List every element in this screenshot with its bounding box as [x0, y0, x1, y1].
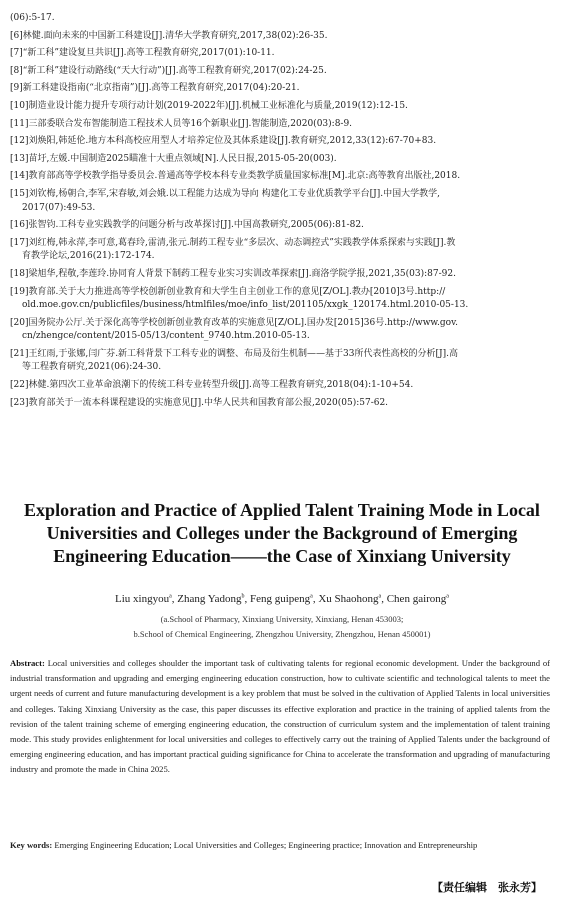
reference-item [10, 188, 550, 215]
reference-continuation: cn/zhengce/content/2015-05/13/content_9740.htm.2010-05-13. [22, 331, 310, 342]
reference-continuation: 育教学论坛,2016(21):172-174. [22, 251, 155, 262]
reference-text: [13]苗圩,左媛.中国制造2025瞄准十大重点领域[N].人民日报,2015-05-20(003). [10, 153, 337, 164]
reference-item [10, 47, 550, 61]
reference-item [10, 65, 550, 79]
reference-item [10, 170, 550, 184]
reference-text: [16]张智钧.工科专业实践教学的问题分析与改革探讨[J].中国高教研究,2005(06):81-82. [10, 220, 364, 231]
reference-item [10, 286, 550, 313]
reference-text: [22]林健.第四次工业革命浪潮下的传统工科专业转型升级[J].高等工程教育研究,2018(04):1-10+54. [10, 380, 414, 391]
reference-text: [17]刘红梅,韩永萍,李可意,葛春玲,雷清,张元.制药工程专业“多层次、动态调控式”实践教学体系探索与实践[J].教 [10, 237, 456, 248]
reference-text: [9]新工科建设指南(“北京指南”)[J].高等工程教育研究,2017(04):20-21. [10, 83, 300, 94]
abstract-label: Abstract: [10, 658, 45, 668]
reference-text: [19]教育部.关于大力推进高等学校创新创业教育和大学生自主创业工作的意见[Z/OL].教办[2010]3号.http:// [10, 286, 446, 297]
reference-text: [18]梁旭华,程敬,李莲玲.协同育人背景下制药工程专业实习实训改革探索[J].商洛学院学报,2021,35(03):87-92. [10, 268, 456, 279]
author [177, 593, 244, 605]
author-name: Feng guipeng [249, 593, 311, 605]
reference-item [10, 237, 550, 264]
reference-text: [14]教育部高等学校教学指导委员会.普通高等学校本科专业类教学质量国家标准[M].北京:高等教育出版社,2018. [10, 171, 461, 182]
reference-item [10, 348, 550, 375]
reference-item [10, 100, 550, 114]
reference-item [10, 268, 550, 282]
reference-text: [11]三部委联合发布智能制造工程技术人员等16个新职业[J].智能制造,2020(03):8-9. [10, 118, 353, 129]
editor-credit: 【责任编辑 张永芳】 [432, 881, 542, 894]
reference-item [10, 153, 550, 167]
author-affiliation-mark: b [241, 593, 245, 600]
reference-text: [20]国务院办公厅.关于深化高等学校创新创业教育改革的实施意见[Z/OL].国办发[2015]36号.http://www.gov. [10, 317, 458, 328]
author-list: Liu xingyou$^a$, Zhang Yadong$^b$, Feng guipeng$^a$, Xu Shaohong$^a$, Chen gairong$^a$ [115, 593, 449, 605]
reference-item [10, 12, 550, 26]
reference-item [10, 397, 550, 411]
author-name: Zhang Yadong [177, 593, 242, 605]
abstract [10, 656, 550, 778]
reference-text: (06):5-17. [10, 13, 55, 23]
reference-continuation: old.moe.gov.cn/publicfiles/business/htmlfiles/moe/info_list/201105/xxgk_120174.html.2010-05-13. [22, 300, 469, 311]
english-title: Exploration and Practice of Applied Talent Training Mode in Local Universities and Colleges under the Background of Emerging Engineering Education——the Case of Xinxiang University [24, 500, 540, 566]
reference-text: [21]王红雨,于张娜,闫广芬.新工科背景下工科专业的调整、布局及衍生机制——基于33所代表性高校的分析[J].高 [10, 348, 459, 359]
keywords [10, 838, 550, 853]
affiliation-b: b.School of Chemical Engineering, Zhengzhou University, Zhengzhou, Henan 450001) [133, 629, 431, 639]
reference-item [10, 219, 550, 233]
affiliation-a: (a.School of Pharmacy, Xinxiang University, Xinxiang, Henan 453003; [160, 614, 404, 624]
reference-item [10, 379, 550, 393]
author-affiliation-mark: a [446, 593, 449, 600]
reference-item [10, 317, 550, 344]
reference-item [10, 82, 550, 96]
reference-text: [12]刘焕阳,韩延伦.地方本科高校应用型人才培养定位及其体系建设[J].教育研究,2012,33(12):67-70+83. [10, 136, 437, 147]
reference-text: [15]刘钦梅,杨朝合,李军,宋春敏,刘会娥.以工程能力达成为导向 构建化工专业优质教学平台[J].中国大学教学, [10, 188, 440, 199]
author-affiliation-mark: a [310, 593, 313, 600]
keywords-label: Key words: [10, 840, 53, 850]
author-affiliation-mark: a [169, 593, 172, 600]
reference-list [10, 12, 550, 414]
reference-text: [23]教育部关于一流本科课程建设的实施意见[J].中华人民共和国教育部公报,2020(05):57-62. [10, 397, 389, 408]
reference-text: [7]“新工科”建设复旦共识[J].高等工程教育研究,2017(01):10-11. [10, 48, 275, 59]
author-name: Liu xingyou [115, 593, 170, 605]
reference-continuation: 等工程教育研究,2021(06):24-30. [22, 362, 162, 373]
reference-item [10, 30, 550, 44]
author-name: Chen gairong [386, 593, 447, 605]
reference-continuation: 2017(07):49-53. [22, 202, 96, 213]
abstract-text: Local universities and colleges shoulder the important task of cultivating talents for regional economic development. Under the background of industrial transformation and upgrading and emerging engineering education construction, how to cultivate scientific and technological talents to meet the urgent needs of current and future manufacturing development is a key problem that must be solved in the cultivation of Applied Talents in local universities and colleges. Taking Xinxiang University as the case, this paper discusses its effective exploration and practice in the training of applied talents from the revision of the talent training scheme of emerging engineering education, the construction of curriculum system and the implementation of talent training mode. This study provides enlightenment for local universities and colleges to effectively carry out the training of Applied Talents under the background of emerging engineering education, and has important practical guiding significance for China to accelerate the transformation and upgrading of manufacturing industry and promote the made in China 2025. [10, 658, 550, 775]
reference-item [10, 135, 550, 149]
author [387, 593, 449, 605]
reference-text: [10]制造业设计能力提升专项行动计划(2019-2022年)[J].机械工业标准化与质量,2019(12):12-15. [10, 100, 408, 111]
author [250, 593, 313, 605]
reference-text: [6]林健.面向未来的中国新工科建设[J].清华大学教育研究,2017,38(02):26-35. [10, 30, 328, 41]
author-affiliation-mark: a [378, 593, 382, 600]
author-name: Xu Shaohong [318, 593, 379, 605]
keywords-text: Emerging Engineering Education; Local Universities and Colleges; Engineering practice; Innovation and Entrepreneurship [54, 840, 478, 850]
author [115, 593, 172, 605]
reference-text: [8]“新工科”建设行动路线(“天大行动”)[J].高等工程教育研究,2017(02):24-25. [10, 65, 327, 76]
reference-item [10, 118, 550, 132]
author [318, 593, 381, 605]
